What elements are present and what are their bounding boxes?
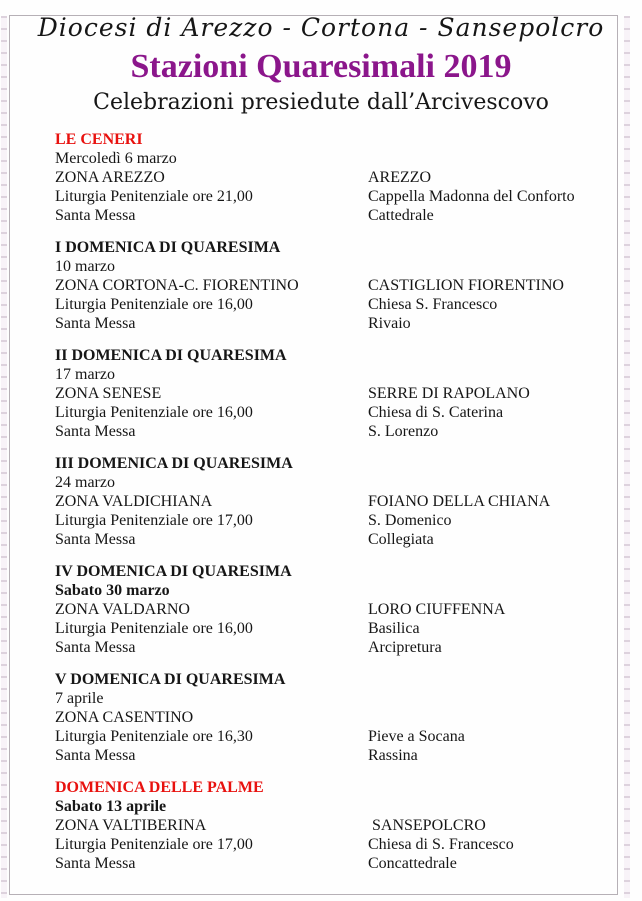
station-left-cell: Santa Messa xyxy=(55,855,136,872)
station-date: 10 marzo xyxy=(55,258,115,275)
station-right-cell: AREZZO xyxy=(368,169,432,186)
station-right-cell: SERRE DI RAPOLANO xyxy=(368,385,530,402)
page-subtitle: Celebrazioni presiedute dall’Arcivescovo xyxy=(93,90,549,115)
station-left-cell: Liturgia Penitenziale ore 16,00 xyxy=(55,620,253,637)
station-row xyxy=(55,314,612,333)
station-right-cell: Rassina xyxy=(368,747,418,764)
station-right-cell: Basilica xyxy=(368,620,420,637)
station-right-cell: Rivaio xyxy=(368,315,411,332)
station-left-cell: Santa Messa xyxy=(55,207,136,224)
document-header xyxy=(0,13,642,116)
station-date: 24 marzo xyxy=(55,474,115,491)
station-row xyxy=(55,816,612,835)
station-section xyxy=(55,562,612,657)
station-right-cell: Chiesa di S. Francesco xyxy=(368,836,514,853)
station-row xyxy=(55,384,612,403)
station-left-cell: Santa Messa xyxy=(55,423,136,440)
station-left-cell: ZONA CASENTINO xyxy=(55,709,194,726)
station-date: Sabato 30 marzo xyxy=(55,582,170,599)
station-right-cell: SANSEPOLCRO xyxy=(368,817,486,834)
station-heading: IV DOMENICA DI QUARESIMA xyxy=(55,563,292,580)
station-date: 17 marzo xyxy=(55,366,115,383)
station-row xyxy=(55,403,612,422)
station-row xyxy=(55,600,612,619)
station-row xyxy=(55,187,612,206)
station-right-cell: Chiesa S. Francesco xyxy=(368,296,498,313)
station-heading: II DOMENICA DI QUARESIMA xyxy=(55,347,287,364)
diocese-header: Diocesi di Arezzo - Cortona - Sansepolcro xyxy=(37,13,605,42)
station-date: Mercoledì 6 marzo xyxy=(55,150,177,167)
station-section xyxy=(55,778,612,873)
station-row xyxy=(55,708,612,727)
station-heading: LE CENERI xyxy=(55,131,143,148)
station-rows xyxy=(55,816,612,873)
station-rows xyxy=(55,168,612,225)
station-row xyxy=(55,727,612,746)
station-heading: V DOMENICA DI QUARESIMA xyxy=(55,671,286,688)
station-heading: I DOMENICA DI QUARESIMA xyxy=(55,239,281,256)
station-right-cell: Collegiata xyxy=(368,531,434,548)
station-right-cell: LORO CIUFFENNA xyxy=(368,601,506,618)
station-left-cell: ZONA SENESE xyxy=(55,385,162,402)
station-row xyxy=(55,511,612,530)
station-right-cell: Pieve a Socana xyxy=(368,728,465,745)
station-row xyxy=(55,492,612,511)
station-rows xyxy=(55,492,612,549)
station-right-cell: Arcipretura xyxy=(368,639,442,656)
station-right-cell: Concattedrale xyxy=(368,855,457,872)
station-row xyxy=(55,854,612,873)
station-section xyxy=(55,238,612,333)
station-right-cell: Cattedrale xyxy=(368,207,434,224)
station-row xyxy=(55,619,612,638)
station-rows xyxy=(55,600,612,657)
station-right-cell: S. Lorenzo xyxy=(368,423,439,440)
station-date: 7 aprile xyxy=(55,690,104,707)
station-rows xyxy=(55,384,612,441)
station-left-cell: ZONA CORTONA-C. FIORENTINO xyxy=(55,277,299,294)
station-left-cell: Santa Messa xyxy=(55,639,136,656)
station-left-cell: Santa Messa xyxy=(55,531,136,548)
station-row xyxy=(55,835,612,854)
station-row xyxy=(55,422,612,441)
station-section xyxy=(55,670,612,765)
station-right-cell: FOIANO DELLA CHIANA xyxy=(368,493,551,510)
station-right-cell: Chiesa di S. Caterina xyxy=(368,404,504,421)
station-row xyxy=(55,276,612,295)
station-date: Sabato 13 aprile xyxy=(55,798,167,815)
station-row xyxy=(55,206,612,225)
station-left-cell: Liturgia Penitenziale ore 17,00 xyxy=(55,512,253,529)
station-row xyxy=(55,295,612,314)
station-right-cell xyxy=(368,708,612,727)
station-row xyxy=(55,638,612,657)
station-right-cell: CASTIGLION FIORENTINO xyxy=(368,277,564,294)
station-heading: III DOMENICA DI QUARESIMA xyxy=(55,455,293,472)
page-title: Stazioni Quaresimali 2019 xyxy=(130,48,512,85)
station-row xyxy=(55,746,612,765)
station-left-cell: ZONA VALDICHIANA xyxy=(55,493,213,510)
station-section xyxy=(55,454,612,549)
station-section xyxy=(55,130,612,225)
station-row xyxy=(55,168,612,187)
station-left-cell: Santa Messa xyxy=(55,315,136,332)
station-rows xyxy=(55,276,612,333)
station-left-cell: Liturgia Penitenziale ore 16,00 xyxy=(55,296,253,313)
station-left-cell: Liturgia Penitenziale ore 16,30 xyxy=(55,728,253,745)
station-left-cell: ZONA VALTIBERINA xyxy=(55,817,207,834)
station-row xyxy=(55,530,612,549)
station-left-cell: Liturgia Penitenziale ore 17,00 xyxy=(55,836,253,853)
station-left-cell: ZONA AREZZO xyxy=(55,169,165,186)
station-heading: DOMENICA DELLE PALME xyxy=(55,779,264,796)
station-rows xyxy=(55,708,612,765)
stations-list xyxy=(55,130,612,873)
document-page xyxy=(0,13,642,873)
station-left-cell: Santa Messa xyxy=(55,747,136,764)
station-section xyxy=(55,346,612,441)
station-left-cell: ZONA VALDARNO xyxy=(55,601,190,618)
station-right-cell: Cappella Madonna del Conforto xyxy=(368,188,575,205)
station-left-cell: Liturgia Penitenziale ore 16,00 xyxy=(55,404,253,421)
station-left-cell: Liturgia Penitenziale ore 21,00 xyxy=(55,188,253,205)
station-right-cell: S. Domenico xyxy=(368,512,452,529)
